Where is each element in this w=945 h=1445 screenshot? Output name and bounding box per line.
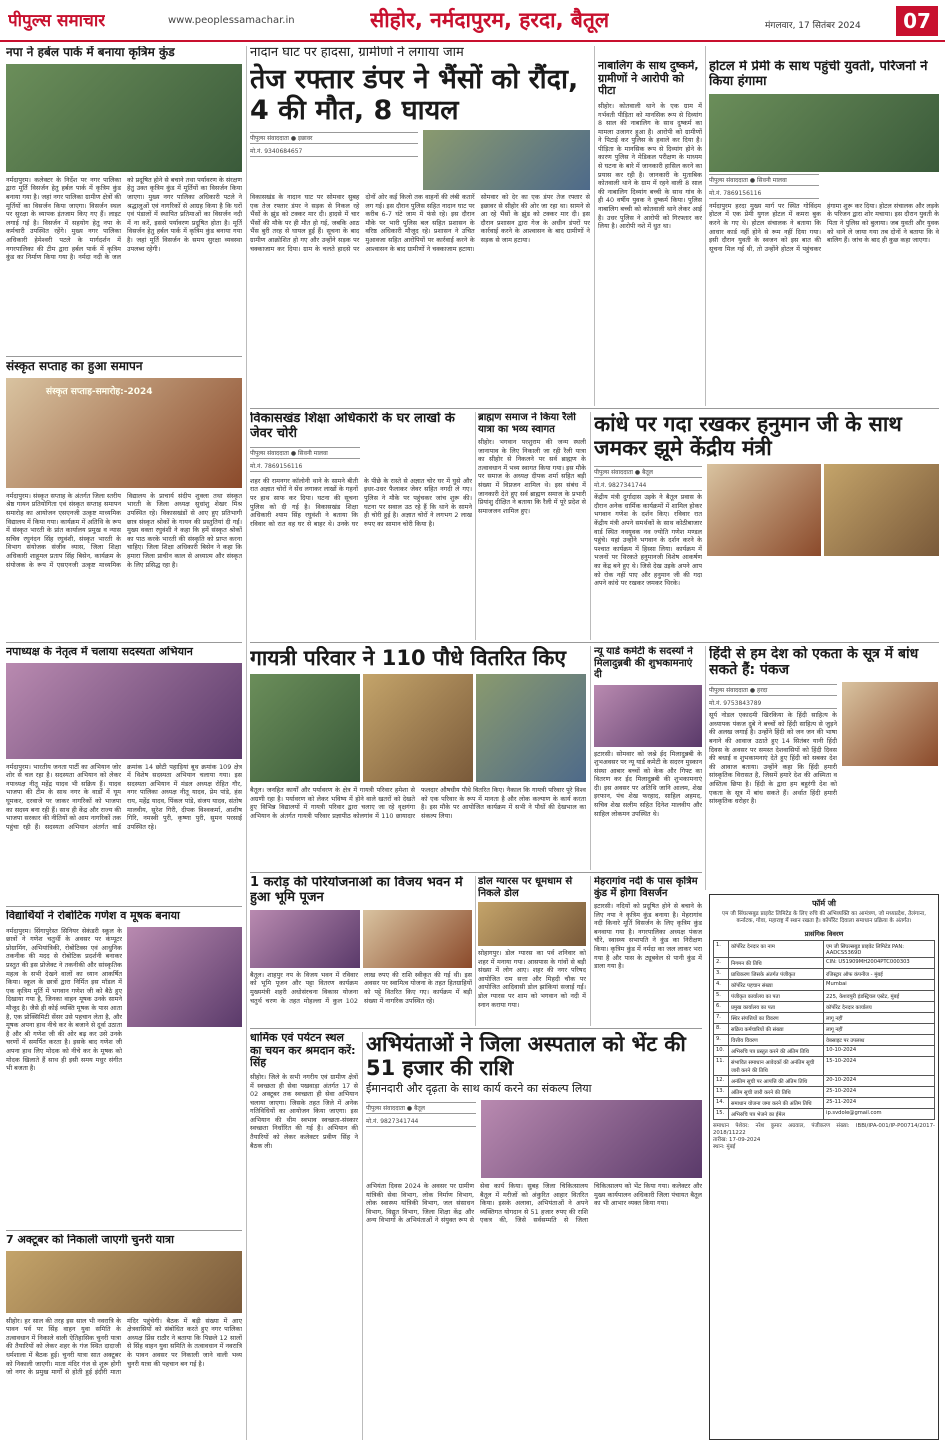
story-hanuman bbox=[594, 412, 939, 638]
table-cell: निगमन की तिथि bbox=[729, 957, 824, 968]
story-body: नर्मदापुरम। भारतीय जनता पार्टी का अभियान जोर शोर से चल रहा है। सदस्यता अभियान को लेकर नपाध्यक्ष नीतू महेंद्र यादव भी सक्रिय हैं। यादव भाजपा की टीम के साथ नगर के वार्डों में घूम घूमकर, दरवाजे पर जाकर नागरिकों को भाजपा का सदस्य बना रही हैं। साथ ही केंद्र और राज्य की भाजपा सरकार की नीतियों को आम नागरिकों तक पहुंचा रही हैं। सदस्यता अभियान अंतर्गत वार्ड क्रमांक 14 छोटी पहाड़ियां बूथ क्रमांक 109 क्षेत्र में विशेष सदस्यता अभियान चलाया गया। इस सदस्यता अभियान में मंडल अध्यक्ष रोहित गौर, नगर पालिका अध्यक्ष नीतू यादव, प्रेम पांडे, हंस राय, महेंद्र यादव, पिंकल पांडे, संजय यादव, संतोष मालवीय, सुरेश गिरी, दीपक विश्वकर्मा, आशीष गिरि, नमस्वी पुरी, कृष्णा पुरी, सुमन परसाई उपस्थित रहे। bbox=[6, 762, 242, 831]
story-herbal bbox=[6, 46, 242, 352]
table-cell: कॉर्पोरेट देनदार कार्यालय bbox=[824, 1001, 935, 1012]
story-body: अभियंता दिवस 2024 के अवसर पर ग्रामीण यांत्रिकी सेवा विभाग, लोक निर्माण विभाग, लोक स्वास्थ्य यांत्रिकी विभाग, जल संसाधन विभाग, विद्युत विभाग, जिला शिक्षा केंद्र और अन्य विभागों के अभियंताओं ने संयुक्त रूप से सेवा कार्य किया। सुबह जिला चिकित्सालय बैतूल में मरीजों को अंकुरित आहार वितरित किया। इसके अलावा, अभियंताओं ने अपने व्यक्तिगत योगदान से 51 हजार रुपए की राशि एकत्र की, जिसे सर्वसम्मति से जिला चिकित्सालय को भेंट किया गया। कलेक्टर और मुख्य कार्यपालन अधिकारी जिला पंचायत बैतूल का भी आभार व्यक्त किया गया। bbox=[366, 1181, 702, 1225]
story-robotic bbox=[6, 910, 242, 1226]
table-cell: 7. bbox=[714, 1012, 729, 1023]
table-row bbox=[714, 1097, 935, 1108]
table-row bbox=[714, 1045, 935, 1056]
table-cell: कॉर्पोरेट पहचान संख्या bbox=[729, 979, 824, 990]
masthead-url[interactable]: www.peoplessamachar.in bbox=[168, 15, 295, 26]
story-headline: कांधे पर गदा रखकर हनुमान जी के साथ जमकर झूमे केंद्रीय मंत्री bbox=[594, 412, 902, 461]
story-body: नर्मदापुरम हरदा मुख्य मार्ग पर स्थित गोविंदम होटल में एक प्रेमी युगल होटल में कमरा बुक करने के गए थे। होटल संचालक ने बताया कि आधार कार्ड नहीं होने से रूम नहीं दिया गया। इसी दौरान युवती के स्वजन को इस बात की सूचना मिल गई थी, तो उन्होंने होटल में पहुंचकर हंगामा शुरू कर दिया। होटल संचालक और लड़के के परिजन द्वारा शोर मचाया। इस दौरान युवती के पिता ने पुलिस को बुलाया। जब युवती और युवक को थाने ले जाया गया तब दोनों ने बताया कि वे बालिग हैं। जांच के बाद ही कुछ कहा जाएगा। bbox=[709, 201, 939, 253]
table-cell: अभिरुचि पत्र प्रस्तुत करने की अंतिम तिथि bbox=[729, 1045, 824, 1056]
gayatri-photo bbox=[250, 674, 360, 782]
table-cell: 9. bbox=[714, 1034, 729, 1045]
table-row bbox=[714, 1056, 935, 1075]
story-sanskrit bbox=[6, 360, 242, 638]
hindi-photo bbox=[842, 682, 938, 766]
bhoomi-photo bbox=[250, 910, 360, 968]
story-bhoomi bbox=[250, 876, 472, 1024]
story-body: बैतूल। जनहित कार्यों और पर्यावरण के क्षेत्र में गायत्री परिवार हमेशा से अग्रणी रहा है। पर्यावरण को लेकर भविष्य में होने वाले खतरों को देखते हुए विभिन्न विद्यालयों में गायत्री परिवार द्वारा चलाए जा रहे वृक्षगंगा अभियान के अंतर्गत गायत्री परिवार प्रज्ञापीठ कोलगांव में 110 छायादार फलदार औषधीय पौधे वितरित किए। नैकाल कि गायत्री परिवार पूरे विश्व को एक परिवार के रूप में मानता है और लोक कल्याण के कार्य करता है। इस मौके पर आयोजित कार्यक्रम में सभी ने पौधों की देखभाल का संकल्प लिया। bbox=[250, 786, 586, 820]
table-cell: 20-10-2024 bbox=[824, 1075, 935, 1086]
story-byline: पीपुल्स संवाददाता ● हरदा bbox=[709, 684, 837, 696]
story-headline: डोल ग्यारस पर धूमधाम से निकले डोल bbox=[478, 876, 573, 899]
table-cell: अभिरुचि पत्र भेजने का ईमेल bbox=[729, 1108, 824, 1119]
dol-photo bbox=[478, 902, 586, 946]
table-cell: 1. bbox=[714, 940, 729, 957]
table-cell: 14. bbox=[714, 1097, 729, 1108]
photo-banner: संस्कृत सप्ताह-समारोह:-2024 bbox=[46, 386, 153, 397]
story-body: सोहागपुर। डोल ग्यारस का पर्व शनिवार को शहर में मनाया गया। आसपास के गांवों से बड़ी संख्या में लोग आए। शहर की नगर परिषद आयोजित राम सत्ता और मिहदी चौक पर आयोजित आदिवासी डोल झांकियां सजाई गईं। डोल ग्यारस पर शाम को भगवान को नदी में स्नान कराया गया। bbox=[478, 949, 586, 1009]
table-row bbox=[714, 1075, 935, 1086]
legal-notice bbox=[709, 894, 939, 1440]
story-phone: मो.नं. 9827341744 bbox=[594, 480, 702, 491]
story-headline: ब्राह्मण समाज ने किया रैली यात्रा का भव्य स्वागत bbox=[478, 412, 576, 435]
masthead-logo: पीपुल्स समाचार bbox=[8, 11, 106, 31]
story-body: केंद्रीय मंत्री दुर्गादास उइके ने बैतूल प्रवास के दौरान अनेक धार्मिक कार्यक्रमों में शामिल होकर भगवान गणेश के दर्शन किए। रविवार रात केंद्रीय मंत्री अपने समर्थकों के साथ कोठीबाजार वार्ड स्थित नवयुवक नव ज्योति गणेश मण्डल पहुंचे। यहां उन्होंने भगवान के दर्शन करने के पश्चात कार्यक्रम में हिस्सा लिया। कार्यक्रम में भजनों पर थिरकते हनुमानजी विशेष आकर्षण का केंद्र बने हुए थे। जिसे देख उइके अपने आप को रोक नहीं पाए और हनुमान जी की गदा अपने कांधे पर रखकर जमकर थिरके। bbox=[594, 493, 702, 588]
story-body: नर्मदापुरम। कलेक्टर के निर्देश पर नगर पालिका द्वारा मूर्ति विसर्जन हेतु हर्बल पार्क में कृत्रिम कुंड बनाया गया है। जहां नगर पालिका ग्रामीण क्षेत्रों की मूर्तियों का विसर्जन किया जाएगा। विसर्जन स्थल पर सुरक्षा के व्यापक इंतजाम किए गए हैं। लाइट लगाई गई है। विसर्जन में सहयोग हेतु नपा के कर्मचारी उपस्थित रहेंगे। मुख्य नगर पालिका अधिकारी हेमेश्वरी पटले के मार्गदर्शन में नगरपालिका की टीम द्वारा हर्बल पार्क में कृत्रिम कुंड का निर्माण किया गया है। नर्मदा नदी के जल को प्रदूषित होने से बचाने तथा पर्यावरण के संरक्षण हेतु उक्त कृत्रिम कुंड में मूर्तियों का विसर्जन किया जाएगा। मुख्य नगर पालिका अधिकारी पटले ने श्रद्धालुओं एवं नागरिकों से आग्रह किया है कि घरों एवं पंडालों में स्थापित प्रतिमाओं का विसर्जन नदी में ना करें, इससे पर्यावरण प्रदूषित होता है। मूर्ति विसर्जन हेतु हर्बल पार्क में कृत्रिम कुंड बनाया गया है। जहां मूर्ति विसर्जन के समय सुरक्षा व्यवस्था उपलब्ध रहेगी। bbox=[6, 175, 242, 262]
story-byline: पीपुल्स संवाददाता ● इछावर bbox=[250, 132, 418, 144]
story-gayatri bbox=[250, 646, 586, 868]
story-sadasyata bbox=[6, 646, 242, 902]
story-headline: 7 अक्टूबर को निकाली जाएगी चुनरी यात्रा bbox=[6, 1234, 174, 1246]
table-cell: एम जी सिंघल्सबुड प्राइवेट लिमिटेड PAN: AADCS5369D bbox=[824, 940, 935, 957]
notice-intro: एम जी सिंघल्सबुड प्राइवेट लिमिटेड के लिए रुचि की अभिव्यक्ति का आमंत्रण, जो मध्यप्रदेश, तेलंगाना, कर्नाटक, गोवा, महाराष्ट्र में स्थान रखता है। कॉर्पोरेट दिवाला समाधान प्रक्रिया के अंतर्गत। bbox=[721, 911, 926, 925]
table-row bbox=[714, 1023, 935, 1034]
story-phone: मो.नं. 9827341744 bbox=[366, 1116, 476, 1127]
hanuman-photo bbox=[707, 464, 821, 556]
table-cell: 6. bbox=[714, 1001, 729, 1012]
table-cell: 15. bbox=[714, 1108, 729, 1119]
table-cell: वेबसाइट पर उपलब्ध bbox=[824, 1034, 935, 1045]
table-cell: 225, केशवपुरी इंडस्ट्रियल एस्टेट, मुंबई bbox=[824, 990, 935, 1001]
herbal-photo bbox=[6, 64, 242, 172]
gayatri-photo bbox=[476, 674, 586, 782]
notice-table-title: प्रासंगिक विवरण bbox=[804, 929, 844, 938]
story-byline: पीपुल्स संवाददाता ● सिवनी मालवा bbox=[709, 174, 819, 186]
table-cell: 13. bbox=[714, 1086, 729, 1097]
table-cell: सक्रिय कर्मचारियों की संख्या bbox=[729, 1023, 824, 1034]
table-cell: 5. bbox=[714, 990, 729, 1001]
story-nabalig bbox=[598, 60, 702, 404]
story-subhead: ईमानदारी और दृढ़ता के साथ कार्य करने का संकल्प लिया bbox=[366, 1082, 592, 1096]
story-dharmik bbox=[250, 1032, 358, 1440]
story-phone: मो.नं. 7869156116 bbox=[250, 461, 360, 472]
table-row bbox=[714, 1108, 935, 1119]
robotic-photo bbox=[127, 927, 242, 1027]
bhoomi-photo bbox=[363, 910, 472, 968]
youth-photo bbox=[594, 685, 702, 747]
masthead-region: सीहोर, नर्मदापुरम, हरदा, बैतूल bbox=[370, 8, 610, 32]
table-row bbox=[714, 1034, 935, 1045]
table-cell: वित्तीय विवरण bbox=[729, 1034, 824, 1045]
table-cell: स्थिर संपत्तियों का विवरण bbox=[729, 1012, 824, 1023]
story-headline: गायत्री परिवार ने 110 पौधे वितरित किए bbox=[250, 646, 567, 670]
table-cell: अनंतिम सूची पर आपत्ति की अंतिम तिथि bbox=[729, 1075, 824, 1086]
story-kicker: नादान घाट पर हादसा, ग्रामीणों ने लगाया जाम bbox=[250, 46, 464, 60]
table-cell: 3. bbox=[714, 968, 729, 979]
story-body: नर्मदापुरम। संस्कृत सप्ताह के अंतर्गत जिला स्तरीय श्रेष्ठ गायन प्रतियोगिता एवं संस्कृत सप्ताह समापन समारोह का आयोजन एसएनजी उत्कृष्ट माध्यमिक विद्यालय में किया गया। कार्यक्रम में अतिथि के रूप में संस्कृत भारती के प्रांत कार्यालय प्रमुख व न्यास सचिव रघुनंदन सिंह रघुवंशी, संस्कृत भारती के विभाग संयोजक संजीव व्यास, जिला शिक्षा अधिकारी शाहूमल प्रताप सिंह बिसेन, कार्यक्रम के संयोजक के रूप में एसएनजी उत्कृष्ट माध्यमिक विद्यालय के प्राचार्य संदीप शुक्ला तथा संस्कृत भारती के जिला अध्यक्ष सुधांशु शेखर मिश्र उपस्थित रहे। विकासखंडों से आए हुए प्रतिभागी छात्र संस्कृत श्रोकों के गायन की प्रस्तुतियां दी गईं। मुख्य वक्ता रघुवंशी ने कहा कि हमें संस्कृत श्रोकों का पाठ करके भारती की संस्कृति को प्राप्त करना चाहिए। जिला शिक्षा अधिकारी बिसेन ने कहा कि हमारा जिला प्राचीन काल से अध्यात्म और संस्कृत के लिए प्रसिद्ध रहा है। bbox=[6, 491, 242, 569]
table-cell: अंतिम सूची जारी करने की तिथि bbox=[729, 1086, 824, 1097]
table-cell: संभावित समाधान आवेदकों की अनंतिम सूची जारी करने की तिथि bbox=[729, 1056, 824, 1075]
page-number: 07 bbox=[896, 6, 938, 36]
story-body: इटारसी। नदियों को प्रदूषित होने से बचाने के लिए नपा ने कृत्रिम कुंड बनाया है। मेहरागांव नदी किनारे मूर्ति विसर्जन के लिए कृत्रिम कुंड बनवाया गया है। नगरपालिका अध्यक्ष पंकज चौरे, स्वास्थ्य सभापति ने कुंड का निरीक्षण किया। कृत्रिम कुंड में नर्मदा का जल लाकर भरा गया है और पास के ट्यूबवेल से पानी कुंड में डाला गया है। bbox=[594, 902, 702, 971]
story-body: विकासखंड के नादान घाट पर सोमवार सुबह एक तेज रफ्तार डंपर ने सड़क से निकल रहे भैंसों के झुंड को टक्कर मार दी। हादसे में चार भैंसों की मौके पर ही मौत हो गई, जबकि आठ भैंस बुरी तरह से घायल हुईं हैं। सूचना के बाद ग्रामीण आक्रोशित हो गए और उन्होंने सड़क पर चक्काजाम कर दिया। ग्राम के चलते हादसे पर दोनों ओर कई किलो तक वाहनों की लंबी कतारें लग गई। इस दौरान पुलिस सहित नादान घाट पर करीब 6-7 घंटे जाम में फंसे रहे। इस दौरान मौके पर भारी पुलिस बल सहित प्रशासन के वरिष्ठ अधिकारी मौजूद रहे। प्रशासन ने उचित मुआवजा सहित आरोपियों पर कार्रवाई करने के आश्वासन के बाद ग्रामीणों ने चक्काजाम हटाया। सोमवार को देर का एक डंपर तेज रफ्तार से इछावर से सीहोर की ओर जा रहा था। सामने से आ रहे भैंसों के झुंड को टक्कर मार दी। इस दौरान प्रशासन द्वारा गेज के अधीन डंपरों पर कार्रवाई करने के आश्वासन के बाद ग्रामीणों ने सड़क से जाम हटाया। bbox=[250, 193, 590, 253]
table-cell: 15-10-2024 bbox=[824, 1056, 935, 1075]
table-cell: 2. bbox=[714, 957, 729, 968]
hotel-photo bbox=[709, 94, 939, 172]
story-brahman bbox=[478, 412, 586, 638]
story-byline: पीपुल्स संवाददाता ● बैतूल bbox=[366, 1102, 476, 1114]
table-cell: 25-10-2024 bbox=[824, 1086, 935, 1097]
story-headline: विकासखंड शिक्षा अधिकारी के घर लाखों के जेवर चोरी bbox=[250, 412, 455, 441]
story-phone: मो.नं. 9340684657 bbox=[250, 146, 418, 157]
story-headline: 1 करोड़ की परियोजनाओं का विजय भवन में हुआ भूमि पूजन bbox=[250, 876, 463, 905]
table-cell: ip.svdole@gmail.com bbox=[824, 1108, 935, 1119]
masthead-date: मंगलवार, 17 सितंबर 2024 bbox=[765, 21, 861, 31]
story-hotel bbox=[709, 60, 939, 404]
table-cell: लागू नहीं bbox=[824, 1012, 935, 1023]
abhiyanta-photo bbox=[481, 1100, 702, 1178]
story-body: सीहोर। भगवान परशुराम की जन्म स्थली जानापाव के लिए निकाली जा रही रैली यात्रा का सीहोर से निकलने पर सर्व ब्राह्मण के तत्वावधान में भव्य स्वागत किया गया। इस मौके पर समाज के अध्यक्ष दीपक शर्मा सहित बड़ी संख्या में विप्रजन शामिल थे। इस संबंध में जानकारी देते हुए सर्व ब्राह्मण समाज के प्रभारी प्रियांशु दीक्षित ने बताया कि रैली में पूरे प्रदेश से समाजजन शामिल हुए। bbox=[478, 438, 586, 515]
table-row bbox=[714, 940, 935, 957]
table-cell: 4. bbox=[714, 979, 729, 990]
story-dumper bbox=[250, 46, 590, 404]
table-cell: CIN: U51909MH2004PTC000303 bbox=[824, 957, 935, 968]
sanskrit-photo bbox=[6, 378, 242, 488]
table-cell: कॉर्पोरेट देनदार का नाम bbox=[729, 940, 824, 957]
table-cell: 25-11-2024 bbox=[824, 1097, 935, 1108]
dumper-photo bbox=[423, 130, 590, 190]
notice-table bbox=[713, 940, 935, 1120]
chunari-photo bbox=[6, 1251, 242, 1313]
story-abhiyanta bbox=[366, 1032, 702, 1440]
table-cell: 10-10-2024 bbox=[824, 1045, 935, 1056]
story-headline: न्यू यार्ड कमेटी के सदस्यों ने मिलादुन्नबी की शुभकामनाएं दी bbox=[594, 646, 693, 680]
table-row bbox=[714, 990, 935, 1001]
story-body: सीहोर। हर साल की तरह इस साल भी नवरात्रि के पावन पर्व पर सिंह वाहन युवा समिति के तत्वावधान में निकाले वाली ऐतिहासिक चुनरी यात्रा की तैयारियों को लेकर शहर के गंज स्थित दादाजी धर्मशाला में बैठक हुई। चुनरी यात्रा सात अक्टूबर को निकाली जाएगी। माता मंदिर गंज से शुरू होगी जो नगर के प्रमुख मार्गों से होती हुई इंदौरी माता मंदिर पहुंचेगी। बैठक में बड़ी संख्या में आए क्षेत्रवासियों को संबोधित करते हुए नगर पालिका अध्यक्ष प्रिंस राठौर ने बताया कि पिछले 12 सालों से सिंह वाहन युवा समिति के तत्वावधान में नवरात्रि के पावन अवसर पर निकाली जाने वाली भव्य चुनरी यात्रा की पहचान बन गई है। bbox=[6, 1316, 242, 1377]
story-body: सीहोर। जिले के सभी नगरीय एवं ग्रामीण क्षेत्रों में स्वच्छता ही सेवा पखवाड़ा अंतर्गत 17 से 02 अक्टूबर तक स्वच्छता ही सेवा अभियान चलाया जाएगा। जिसके तहत जिले में अनेक गतिविधियों का आयोजन किया जाएगा। इस अभियान की थीम स्वभाव स्वच्छता-संस्कार स्वच्छता निर्धारित की गई है। अभियान की तैयारियों को लेकर कलेक्टर प्रवीण सिंह ने बैठक ली। bbox=[250, 1072, 358, 1150]
story-hindi bbox=[709, 646, 939, 890]
table-cell: पंजीकृत कार्यालय का पता bbox=[729, 990, 824, 1001]
table-cell: 8. bbox=[714, 1023, 729, 1034]
table-cell: प्राधिकरण जिसके अंतर्गत पंजीकृत bbox=[729, 968, 824, 979]
gayatri-photo bbox=[363, 674, 473, 782]
table-cell: 11. bbox=[714, 1056, 729, 1075]
hanuman-photo bbox=[824, 464, 939, 556]
table-cell: रजिस्ट्रार ऑफ कंपनीज - मुंबई bbox=[824, 968, 935, 979]
table-row bbox=[714, 1001, 935, 1012]
story-headline: संस्कृत सप्ताह का हुआ समापन bbox=[6, 360, 143, 373]
story-body: सूर्य नोडल एकादमी खिरकिया के हिंदी साहित्य के अध्यापक पंकज दुबे ने बच्चों को हिंदी साहित्य से जुड़ने की अलख जगाई है। उन्होंने हिंदी को जन जन की भाषा बनाने की आवाज उठाते हुए 14 सितंबर यानी हिंदी दिवस के अवसर पर समस्त देशवासियों को हिंदी दिवस की बधाई व शुभकामनाएं देते हुए हिंदी को सबका देश की आवाज बताया। उन्होंने कहा कि हिंदी हमारी सांस्कृतिक विरासत है, जिसमें हमारे देश की अस्मिता व अस्तित्व छिपा है। हिंदी के द्वारा हम बहुरंगी देश को एकता के सूत्र में बांध सकते हैं। अर्थात हिंदी हमारी सांस्कृतिक धरोहर है। bbox=[709, 711, 837, 806]
table-cell: Mumbai bbox=[824, 979, 935, 990]
sadasyata-photo bbox=[6, 663, 242, 759]
table-cell: लागू नहीं bbox=[824, 1023, 935, 1034]
story-headline: नाबालिग के साथ दुष्कर्म, ग्रामीणों ने आरोपी को पीटा bbox=[598, 60, 699, 98]
story-headline: नपाध्यक्ष के नेतृत्व में चलाया सदस्यता अभियान bbox=[6, 646, 193, 658]
story-headline: हिंदी से हम देश को एकता के सूत्र में बांध सकते हैं: पंकज bbox=[709, 646, 919, 679]
story-body: शहर की रामनगर कॉलोनी थाने के सामने बीती रात अज्ञात चोरों ने सेंध लगाकर लाखों के गहनों पर हाथ साफ कर दिया। घटना की सूचना पुलिस को दी गई है। विकासखंड शिक्षा अधिकारी श्याम सिंह रघुवंशी ने बताया कि रविवार को रात वह घर से बाहर थे। उनके घर के पीछे के रास्ते से अज्ञात चोर घर में घुसे और इधर-उधर फैलाकर जेवर सहित नगदी ले गए। पुलिस ने मौके पर पहुंचकर जांच शुरू की। घटना पर सवाल उठ रहे हैं कि थाने के सामने ही चोरी हुई है। अज्ञात चोरों ने लगभग 2 लाख रुपए का सामान चोरी किया है। bbox=[250, 476, 472, 528]
notice-footer: समाधान पेशेवर: नरेश कुमार अग्रवाल, पंजीकरण संख्या: IBBI/IPA-001/IP-P00714/2017-2018/11222 bbox=[713, 1122, 935, 1136]
story-phone: मो.नं. 7869156116 bbox=[709, 188, 819, 199]
notice-date: तारीख: 17-09-2024 bbox=[713, 1136, 761, 1143]
table-cell: समाधान योजना जमा करने की अंतिम तिथि bbox=[729, 1097, 824, 1108]
story-gahne bbox=[250, 412, 472, 638]
table-cell: 10. bbox=[714, 1045, 729, 1056]
story-headline: धार्मिक एवं पर्यटन स्थल का चयन कर श्रमदान करें: सिंह bbox=[250, 1032, 356, 1070]
story-body: बैतूल। शाहपुर नप के विजय भवन में रविवार को भूमि पूजन और पट्टा वितरण कार्यक्रम मुख्यमंत्री शहरी अधोसंरचना विकास योजना चतुर्थ चरण के तहत मोहल्ला में कुल 102 लाख रुपए की राशि स्वीकृत की गई थी। इस अवसर पर स्वामित्व योजना के तहत हितग्राहियों को पट्टे वितरित किए गए। कार्यक्रम में बड़ी संख्या में नागरिक उपस्थित रहे। bbox=[250, 970, 472, 1005]
story-headline: तेज रफ्तार डंपर ने भैंसों को रौंदा, 4 की मौत, 8 घायल bbox=[250, 63, 579, 126]
notice-title: फॉर्म जी bbox=[812, 899, 836, 908]
story-body: सीहोर। कोतवाली थाने के एक ग्राम में गर्भवती पीड़िता को मानसिक रूप से दिव्यांग 8 साल की नाबालिग के साथ दुष्कर्म का मामला उजागर हुआ है। आरोपी को ग्रामीणों ने पिटाई कर पुलिस के हवाले कर दिया है। पीड़िता के मानसिक रूप से दिव्यांग होने के कारण पुलिस ने मेडिकल परीक्षण के माध्यम से घटना के बारे में जानकारी हासिल करने का प्रयास कर रही है। जानकारी के मुताबिक कोतवाली थाने के ग्राम में रहने वाली 8 साल की नाबालिग दिव्यांग बच्ची के साथ गांव के ही 40 वर्षीय युवक ने दुष्कर्म किया। पुलिस नाबालिग बच्ची को कोतवाली थाने लेकर आई है। उधर पुलिस ने आरोपी को गिरफ्तार कर लिया है। आरोपी नशे में धुत था। bbox=[598, 101, 702, 231]
masthead bbox=[0, 0, 945, 42]
story-byline: पीपुल्स संवाददाता ● बैतूल bbox=[594, 466, 702, 478]
story-body: इटारसी। सोमवार को जश्ने ईद मिलादुन्नबी के शुभअवसर पर न्यू यार्ड कमेटी के सदरन मुस्कान संस्था आबार बच्चों को केक और गिफ्ट का वितरण कर ईद मिलादुन्नबी की शुभकामनाएं दी। इस अवसर पर अतिथि जानि आलम, शेख इरफान, पंच शेख फरहाद, साहिल अहमद, सचिव शेख सलीम सहित दिनेश मालवीय और साहिल लोकमन उपस्थित थे। bbox=[594, 749, 702, 818]
story-headline: मेहरागांव नदी के पास कृत्रिम कुंड में होगा विसर्जन bbox=[594, 876, 698, 899]
table-row bbox=[714, 1086, 935, 1097]
table-row bbox=[714, 979, 935, 990]
table-cell: 12. bbox=[714, 1075, 729, 1086]
story-headline: अभियंताओं ने जिला अस्पताल को भेंट की 51 हजार की राशि bbox=[366, 1032, 686, 1081]
table-row bbox=[714, 957, 935, 968]
story-headline: होटल में प्रेमी के साथ पहुंची युवती, परिजनों ने किया हंगामा bbox=[709, 60, 928, 89]
notice-place: स्थान: मुंबई bbox=[713, 1143, 736, 1150]
table-row bbox=[714, 1012, 935, 1023]
story-byline: पीपुल्स संवाददाता ● सिवनी मालवा bbox=[250, 447, 360, 459]
table-cell: प्रमुख कार्यालय का पता bbox=[729, 1001, 824, 1012]
story-youth bbox=[594, 646, 702, 868]
story-dol bbox=[478, 876, 586, 1024]
story-mehragaon bbox=[594, 876, 702, 1024]
story-phone: मो.नं. 9753843789 bbox=[709, 698, 837, 709]
story-chunari bbox=[6, 1234, 242, 1440]
story-headline: विद्यार्थियों ने रोबोटिक गणेश व मूषक बनाया bbox=[6, 910, 180, 922]
table-row bbox=[714, 968, 935, 979]
story-headline: नपा ने हर्बल पार्क में बनाया कृत्रिम कुंड bbox=[6, 46, 175, 59]
story-body: नर्मदापुरम। सिंगापुरेस्त सिनियर सेकंडरी स्कूल के छात्रों ने गणेश चतुर्थी के अवसर पर कंप्यूटर प्रोग्रामिंग, अभियांत्रिकी, रोबोटिक्स एवं आधुनिक तकनीक की मदद से रोबोटिक प्रदर्शनी बनाकर प्रस्तुत की इस प्रोजेक्ट ने तकनीकी और सांस्कृतिक महत्व के सभी देखने वालों का ध्यान आकर्षित किया। स्कूल के छात्रों द्वारा निर्मित इस मॉडल में एक कृत्रिम मूर्ति में भगवान गणेश जी को बैठे हुए दिखाया गया है, जिनका वाहन मूषक उनके सामने मौजूद है। जैसे ही कोई व्यक्ति मूषक के पास आता है, एक प्रोक्सिमिटी सेंसर उसे पहचान लेता है, और मूषक अपना हाथ नीचे कर के बजाने से दूर्वा उठाता है और श्री गणेश जी की ओर बढ़ कर उसे उनके चरणों में समर्पित करता है। इसके बाद गणेश जी अपना हाथ लिए मोदक को नीचे कर के मूषक को मोदक खिलाते हैं साथ ही इसी समय मधुर संगीत भी बजता है। bbox=[6, 926, 122, 1073]
